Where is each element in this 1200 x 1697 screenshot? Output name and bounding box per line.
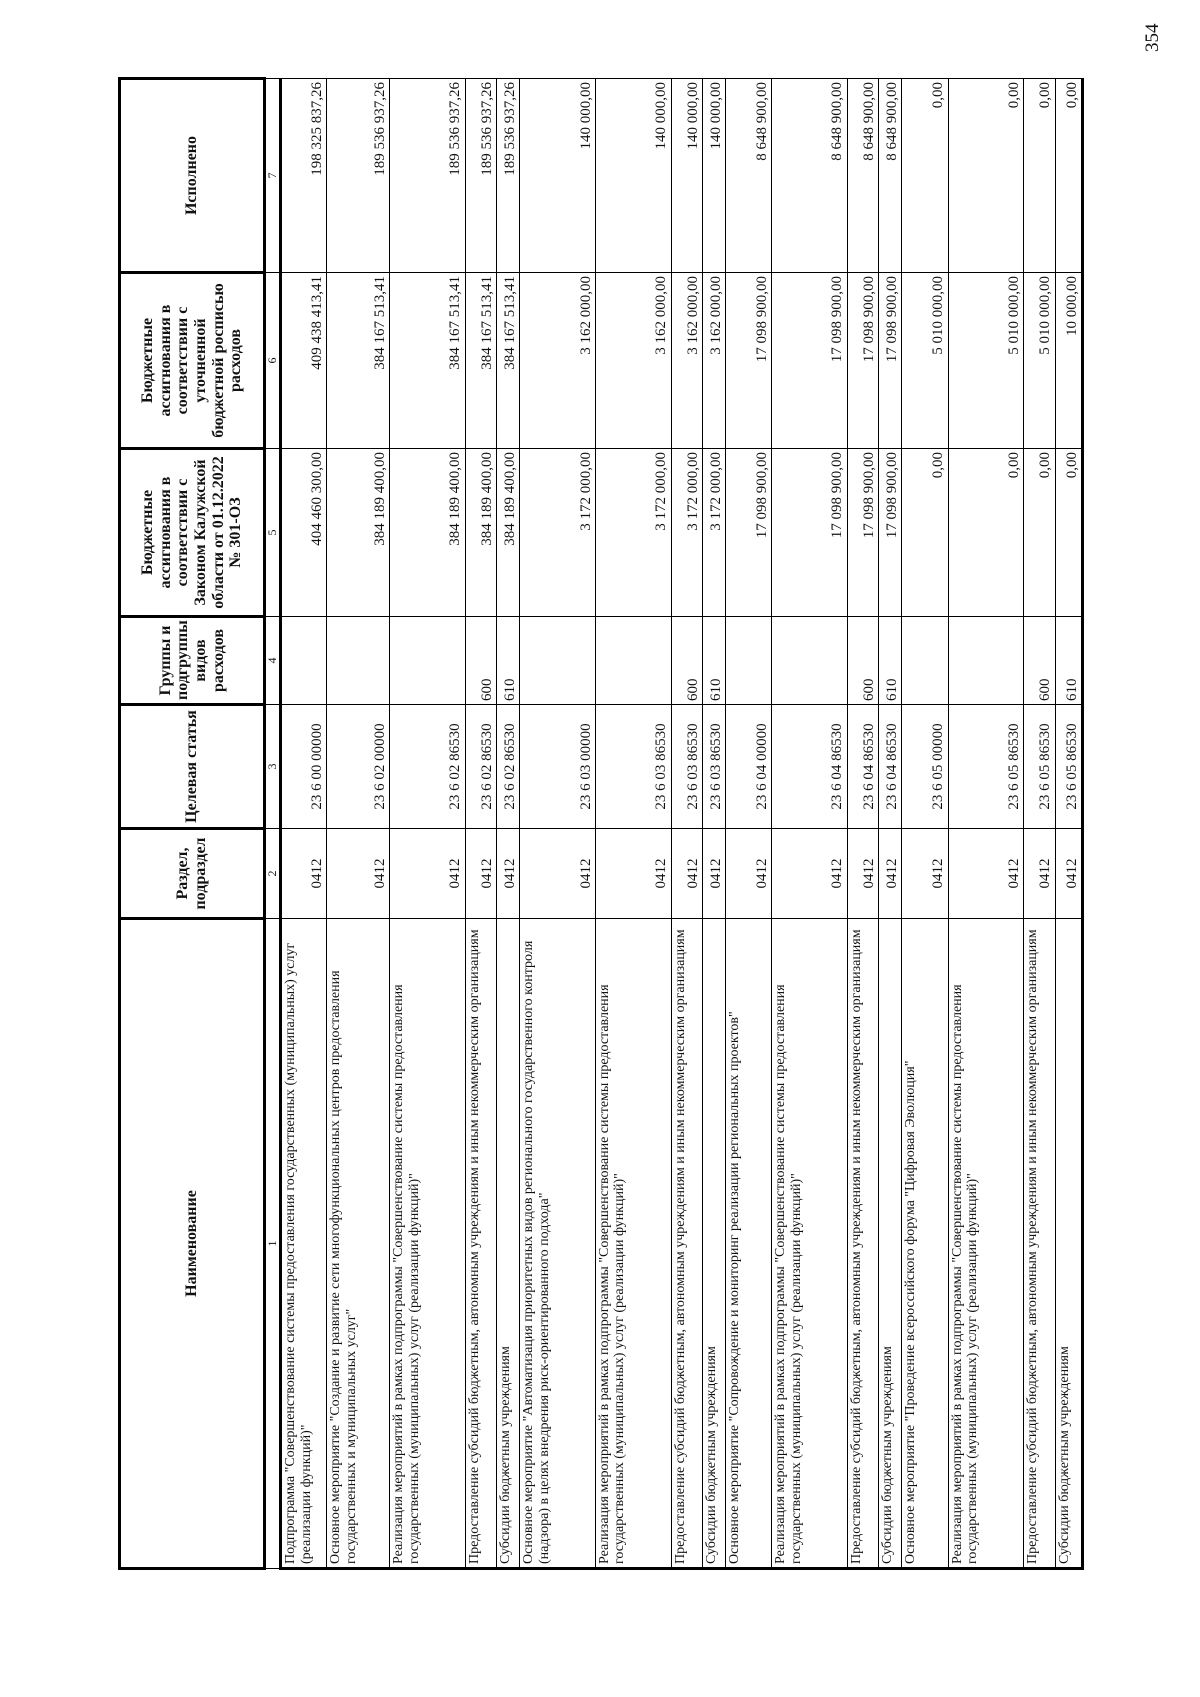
cell-law: 3 172 000,00 bbox=[596, 449, 672, 617]
cell-executed: 140 000,00 bbox=[520, 79, 596, 273]
cell-executed: 198 325 837,26 bbox=[281, 79, 327, 273]
cell-law: 3 172 000,00 bbox=[671, 449, 702, 617]
cell-article: 23 6 02 86530 bbox=[497, 705, 520, 829]
cell-name: Субсидии бюджетным учреждениям bbox=[1055, 919, 1082, 1569]
cell-law: 17 098 900,00 bbox=[847, 449, 878, 617]
cell-law: 404 460 300,00 bbox=[281, 449, 327, 617]
cell-executed: 8 648 900,00 bbox=[879, 79, 902, 273]
cell-refined: 17 098 900,00 bbox=[847, 273, 878, 449]
cell-group bbox=[772, 617, 848, 705]
cell-refined: 5 010 000,00 bbox=[902, 273, 948, 449]
cell-section: 0412 bbox=[703, 829, 726, 919]
cell-section: 0412 bbox=[390, 829, 466, 919]
cell-article: 23 6 04 00000 bbox=[726, 705, 772, 829]
cell-name: Подпрограмма "Совершенствование системы предоставления государственных (муниципальных) услуг (реализации функций)" bbox=[281, 919, 327, 1569]
cell-executed: 8 648 900,00 bbox=[726, 79, 772, 273]
table-row bbox=[465, 79, 496, 1569]
column-number: 2 bbox=[265, 829, 281, 919]
cell-article: 23 6 04 86530 bbox=[772, 705, 848, 829]
cell-refined: 5 010 000,00 bbox=[1024, 273, 1055, 449]
table-row bbox=[879, 79, 902, 1569]
cell-law: 384 189 400,00 bbox=[327, 449, 390, 617]
cell-article: 23 6 05 86530 bbox=[1055, 705, 1082, 829]
column-number: 5 bbox=[265, 449, 281, 617]
cell-article: 23 6 02 86530 bbox=[390, 705, 466, 829]
cell-law: 17 098 900,00 bbox=[726, 449, 772, 617]
header-expense-groups: Группы и подгруппы видов расходов bbox=[120, 617, 265, 705]
cell-executed: 0,00 bbox=[902, 79, 948, 273]
cell-article: 23 6 03 00000 bbox=[520, 705, 596, 829]
cell-refined: 17 098 900,00 bbox=[726, 273, 772, 449]
cell-group: 600 bbox=[847, 617, 878, 705]
cell-group bbox=[520, 617, 596, 705]
table-row bbox=[847, 79, 878, 1569]
rotated-page bbox=[118, 80, 1084, 1570]
page-number: 354 bbox=[1142, 23, 1163, 52]
cell-article: 23 6 00 00000 bbox=[281, 705, 327, 829]
table-body bbox=[281, 79, 1083, 1569]
cell-refined: 384 167 513,41 bbox=[497, 273, 520, 449]
cell-name: Предоставление субсидий бюджетным, автономным учреждениям и иным некоммерческим организациям bbox=[847, 919, 878, 1569]
cell-group bbox=[281, 617, 327, 705]
cell-group bbox=[596, 617, 672, 705]
table-row bbox=[327, 79, 390, 1569]
cell-group bbox=[390, 617, 466, 705]
cell-article: 23 6 03 86530 bbox=[596, 705, 672, 829]
column-number-row bbox=[265, 79, 281, 1569]
cell-refined: 17 098 900,00 bbox=[772, 273, 848, 449]
cell-section: 0412 bbox=[497, 829, 520, 919]
cell-law: 384 189 400,00 bbox=[465, 449, 496, 617]
column-number: 3 bbox=[265, 705, 281, 829]
cell-refined: 10 000,00 bbox=[1055, 273, 1082, 449]
cell-refined: 409 438 413,41 bbox=[281, 273, 327, 449]
table-row bbox=[1055, 79, 1082, 1569]
column-number: 4 bbox=[265, 617, 281, 705]
column-number: 7 bbox=[265, 79, 281, 273]
header-executed: Исполнено bbox=[120, 79, 265, 273]
cell-law: 3 172 000,00 bbox=[520, 449, 596, 617]
table-row bbox=[281, 79, 327, 1569]
cell-executed: 0,00 bbox=[1055, 79, 1082, 273]
cell-name: Предоставление субсидий бюджетным, автономным учреждениям и иным некоммерческим организациям bbox=[671, 919, 702, 1569]
cell-executed: 8 648 900,00 bbox=[847, 79, 878, 273]
header-section: Раздел, подраздел bbox=[120, 829, 265, 919]
table-row bbox=[902, 79, 948, 1569]
cell-refined: 384 167 513,41 bbox=[327, 273, 390, 449]
cell-section: 0412 bbox=[902, 829, 948, 919]
cell-group bbox=[948, 617, 1024, 705]
cell-name: Реализация мероприятий в рамках подпрограммы "Совершенствование системы предоставления государственных (муниципальных) услуг (реализации функций)" bbox=[596, 919, 672, 1569]
cell-law: 17 098 900,00 bbox=[772, 449, 848, 617]
cell-name: Субсидии бюджетным учреждениям bbox=[497, 919, 520, 1569]
cell-executed: 140 000,00 bbox=[703, 79, 726, 273]
cell-name: Предоставление субсидий бюджетным, автономным учреждениям и иным некоммерческим организациям bbox=[1024, 919, 1055, 1569]
cell-group: 600 bbox=[1024, 617, 1055, 705]
cell-group bbox=[902, 617, 948, 705]
cell-law: 0,00 bbox=[902, 449, 948, 617]
cell-group bbox=[327, 617, 390, 705]
cell-executed: 140 000,00 bbox=[671, 79, 702, 273]
cell-article: 23 6 03 86530 bbox=[703, 705, 726, 829]
cell-group: 610 bbox=[703, 617, 726, 705]
column-number: 6 bbox=[265, 273, 281, 449]
table-row bbox=[390, 79, 466, 1569]
cell-executed: 0,00 bbox=[948, 79, 1024, 273]
cell-executed: 8 648 900,00 bbox=[772, 79, 848, 273]
cell-refined: 17 098 900,00 bbox=[879, 273, 902, 449]
cell-executed: 189 536 937,26 bbox=[465, 79, 496, 273]
cell-article: 23 6 02 00000 bbox=[327, 705, 390, 829]
table-row bbox=[703, 79, 726, 1569]
cell-group: 610 bbox=[1055, 617, 1082, 705]
cell-executed: 140 000,00 bbox=[596, 79, 672, 273]
cell-section: 0412 bbox=[596, 829, 672, 919]
cell-section: 0412 bbox=[520, 829, 596, 919]
cell-article: 23 6 04 86530 bbox=[847, 705, 878, 829]
column-number: 1 bbox=[265, 919, 281, 1569]
cell-section: 0412 bbox=[1024, 829, 1055, 919]
cell-name: Субсидии бюджетным учреждениям bbox=[703, 919, 726, 1569]
header-target-article: Целевая статья bbox=[120, 705, 265, 829]
cell-name: Реализация мероприятий в рамках подпрограммы "Совершенствование системы предоставления государственных (муниципальных) услуг (реализации функций)" bbox=[772, 919, 848, 1569]
cell-name: Основное мероприятие "Проведение всероссийского форума "Цифровая Эволюция" bbox=[902, 919, 948, 1569]
cell-article: 23 6 05 00000 bbox=[902, 705, 948, 829]
cell-executed: 189 536 937,26 bbox=[497, 79, 520, 273]
cell-name: Субсидии бюджетным учреждениям bbox=[879, 919, 902, 1569]
cell-section: 0412 bbox=[1055, 829, 1082, 919]
table-row bbox=[671, 79, 702, 1569]
cell-section: 0412 bbox=[948, 829, 1024, 919]
cell-refined: 3 162 000,00 bbox=[703, 273, 726, 449]
budget-table bbox=[118, 77, 1084, 1570]
cell-article: 23 6 04 86530 bbox=[879, 705, 902, 829]
cell-refined: 3 162 000,00 bbox=[520, 273, 596, 449]
cell-article: 23 6 05 86530 bbox=[948, 705, 1024, 829]
cell-section: 0412 bbox=[465, 829, 496, 919]
cell-name: Предоставление субсидий бюджетным, автономным учреждениям и иным некоммерческим организациям bbox=[465, 919, 496, 1569]
cell-group: 600 bbox=[465, 617, 496, 705]
table-row bbox=[497, 79, 520, 1569]
cell-executed: 189 536 937,26 bbox=[327, 79, 390, 273]
table-row bbox=[1024, 79, 1055, 1569]
table-row bbox=[596, 79, 672, 1569]
cell-group bbox=[726, 617, 772, 705]
cell-refined: 384 167 513,41 bbox=[465, 273, 496, 449]
cell-law: 0,00 bbox=[1024, 449, 1055, 617]
cell-refined: 5 010 000,00 bbox=[948, 273, 1024, 449]
cell-executed: 189 536 937,26 bbox=[390, 79, 466, 273]
cell-law: 384 189 400,00 bbox=[390, 449, 466, 617]
cell-group: 610 bbox=[497, 617, 520, 705]
table-row bbox=[520, 79, 596, 1569]
header-refined-allocations: Бюджетные ассигнования в соответствии с уточненной бюджетной росписью расходов bbox=[120, 273, 265, 449]
cell-section: 0412 bbox=[772, 829, 848, 919]
cell-name: Реализация мероприятий в рамках подпрограммы "Совершенствование системы предоставления государственных (муниципальных) услуг (реализации функций)" bbox=[390, 919, 466, 1569]
cell-name: Основное мероприятие "Создание и развитие сети многофункциональных центров предоставления государственных и муниципальных услуг" bbox=[327, 919, 390, 1569]
table-row bbox=[726, 79, 772, 1569]
cell-section: 0412 bbox=[671, 829, 702, 919]
cell-executed: 0,00 bbox=[1024, 79, 1055, 273]
header-row bbox=[120, 79, 265, 1569]
cell-article: 23 6 03 86530 bbox=[671, 705, 702, 829]
cell-law: 3 172 000,00 bbox=[703, 449, 726, 617]
cell-law: 0,00 bbox=[1055, 449, 1082, 617]
cell-refined: 3 162 000,00 bbox=[596, 273, 672, 449]
cell-name: Основное мероприятие "Автоматизация приоритетных видов регионального государственного контроля (надзора) в целях внедрения риск-ориентированного подхода" bbox=[520, 919, 596, 1569]
cell-group: 610 bbox=[879, 617, 902, 705]
cell-name: Реализация мероприятий в рамках подпрограммы "Совершенствование системы предоставления государственных (муниципальных) услуг (реализации функций)" bbox=[948, 919, 1024, 1569]
cell-refined: 384 167 513,41 bbox=[390, 273, 466, 449]
cell-section: 0412 bbox=[726, 829, 772, 919]
cell-name: Основное мероприятие "Сопровождение и мониторинг реализации региональных проектов" bbox=[726, 919, 772, 1569]
cell-section: 0412 bbox=[879, 829, 902, 919]
cell-law: 17 098 900,00 bbox=[879, 449, 902, 617]
cell-section: 0412 bbox=[327, 829, 390, 919]
cell-law: 0,00 bbox=[948, 449, 1024, 617]
cell-refined: 3 162 000,00 bbox=[671, 273, 702, 449]
table-row bbox=[948, 79, 1024, 1569]
header-law-allocations: Бюджетные ассигнования в соответствии с Законом Калужской области от 01.12.2022 № 301-ОЗ bbox=[120, 449, 265, 617]
table-row bbox=[772, 79, 848, 1569]
header-name: Наименование bbox=[120, 919, 265, 1569]
cell-article: 23 6 02 86530 bbox=[465, 705, 496, 829]
cell-section: 0412 bbox=[847, 829, 878, 919]
cell-law: 384 189 400,00 bbox=[497, 449, 520, 617]
cell-section: 0412 bbox=[281, 829, 327, 919]
cell-group: 600 bbox=[671, 617, 702, 705]
cell-article: 23 6 05 86530 bbox=[1024, 705, 1055, 829]
